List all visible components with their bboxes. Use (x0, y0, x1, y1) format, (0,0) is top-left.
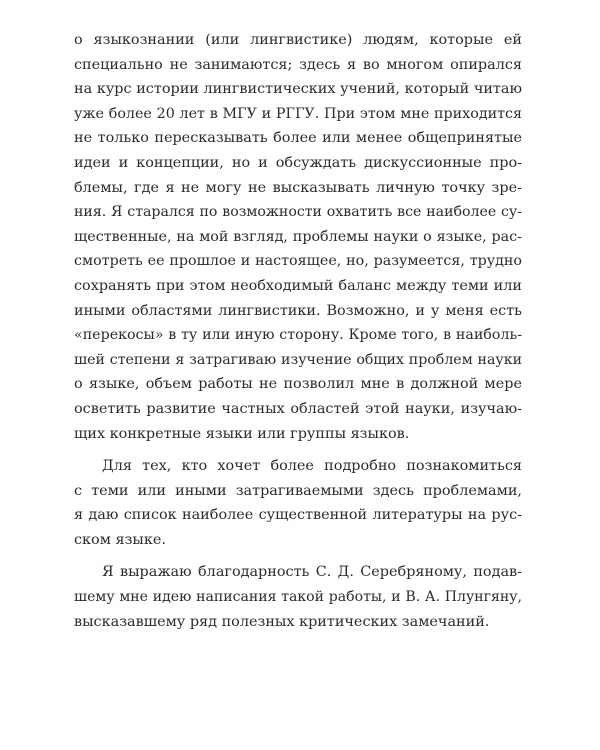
text-line: шей степени я затрагиваю изучение общих проблем науки (74, 351, 522, 368)
text-line: смотреть ее прошлое и настоящее, но, разумеется, трудно (74, 253, 522, 270)
text-line: «перекосы» в ту или иную сторону. Кроме того, в наиболь- (74, 327, 522, 344)
text-line: шему мне идею написания такой работы, и В. А. Плунгяну, (74, 589, 522, 606)
text-line: высказавшему ряд полезных критических замечаний. (74, 613, 490, 630)
text-line: с теми или иными затрагиваемыми здесь проблемами, (74, 482, 522, 499)
paragraph-gap (74, 446, 522, 454)
text-line: ния. Я старался по возможности охватить все наиболее су- (74, 204, 522, 221)
text-line: не только пересказывать более или менее общепринятые (74, 130, 522, 147)
body-text (74, 28, 522, 634)
text-line: осветить развитие частных областей этой науки, изучаю- (74, 400, 522, 417)
text-line: специально не занимаются; здесь я во многом опирался (74, 56, 522, 73)
text-line: я даю список наиболее существенной литературы на рус- (74, 507, 522, 524)
paragraph (74, 28, 522, 446)
text-line: иными областями лингвистики. Возможно, и у меня есть (74, 302, 522, 319)
text-line: ском языке. (74, 531, 166, 548)
text-line: Для тех, кто хочет более подробно познакомиться (102, 458, 522, 475)
paragraph-gap (74, 552, 522, 560)
text-line: идеи и концепции, но и обсуждать дискуссионные про- (74, 154, 522, 171)
text-line: на курс истории лингвистических учений, который читаю (74, 81, 522, 98)
paragraph (74, 560, 522, 634)
text-line: Я выражаю благодарность С. Д. Серебряному, подав- (102, 564, 522, 581)
text-line: сохранять при этом необходимый баланс между теми или (74, 277, 522, 294)
text-line: щих конкретные языки или группы языков. (74, 425, 410, 442)
text-line: о языкознании (или лингвистике) людям, которые ей (74, 32, 522, 48)
text-line: щественные, на мой взгляд, проблемы науки о языке, рас- (74, 228, 522, 245)
text-line: о языке, объем работы не позволил мне в должной мере (74, 376, 522, 393)
text-line: уже более 20 лет в МГУ и РГГУ. При этом мне приходится (74, 105, 522, 122)
text-line: блемы, где я не могу не высказывать личную точку зре- (74, 179, 522, 196)
paragraph (74, 454, 522, 552)
